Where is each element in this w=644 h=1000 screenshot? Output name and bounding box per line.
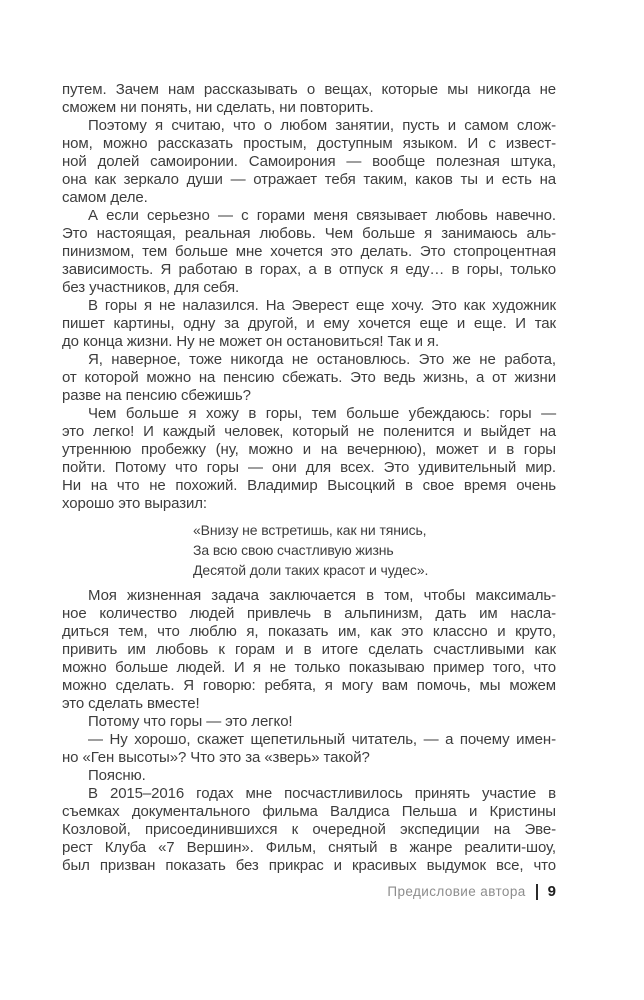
text-line: самом деле. — [62, 189, 148, 206]
page-footer — [62, 883, 556, 900]
text-line: разве на пенсию сбежишь? — [62, 387, 251, 404]
paragraph — [62, 731, 556, 767]
text-line: от которой можно на пенсию сбежать. Это ведь жизнь, а от жизни — [62, 369, 556, 386]
text-line: сможем ни понять, ни сделать, ни повторить. — [62, 99, 374, 116]
paragraph — [62, 785, 556, 875]
page-number: 9 — [547, 883, 556, 900]
text-line: Поясню. — [88, 767, 146, 784]
text-line: Я, наверное, тоже никогда не остановлюсь. Это же не работа, — [88, 351, 556, 368]
text-line: Это настоящая, реальная любовь. Чем больше я занимаюсь аль- — [62, 225, 556, 242]
text-line: ном, можно рассказать простым, доступным языком. И с извест- — [62, 135, 556, 152]
text-line: Чем больше я хожу в горы, тем больше убеждаюсь: горы — — [88, 405, 556, 422]
paragraph — [62, 351, 556, 405]
text-line: привить им любовь к горам и в итоге сделать счастливыми как — [62, 641, 556, 658]
text-line: но «Ген высоты»? Что это за «зверь» такой? — [62, 749, 370, 766]
footer-divider-bar — [536, 884, 538, 900]
text-line: утреннюю пробежку (ну, можно и на вечернюю), может и в горы — [62, 441, 556, 458]
text-line: путем. Зачем нам рассказывать о вещах, которые мы никогда не — [62, 81, 556, 98]
text-line: — Ну хорошо, скажет щепетильный читатель, — а почему имен- — [88, 731, 556, 748]
text-line: В 2015–2016 годах мне посчастливилось принять участие в — [88, 785, 556, 802]
text-line: можно сделать. Я говорю: ребята, я могу вам помочь, мы можем — [62, 677, 556, 694]
text-line: без участников, для себя. — [62, 279, 240, 296]
text-line: Потому что горы — это легко! — [88, 713, 293, 730]
text-line: пишет картины, одну за другой, и ему хочется еще и еще. И так — [62, 315, 556, 332]
text-line: зависимость. Я работаю в горах, а в отпуск я еду… в горы, только — [62, 261, 556, 278]
text-line: съемках документального фильма Валдиса Пельша и Кристины — [62, 803, 556, 820]
text-line: ной долей самоиронии. Самоирония — вообще полезная штука, — [62, 153, 556, 170]
body-paragraphs-top — [62, 81, 556, 513]
paragraph — [62, 767, 556, 785]
text-line: это сделать вместе! — [62, 695, 200, 712]
text-line: рест Клуба «7 Вершин». Фильм, снятый в жанре реалити-шоу, — [62, 839, 556, 856]
text-line: хорошо это выразил: — [62, 495, 207, 512]
text-line: ное количество людей привлечь в альпинизм, дать им насла- — [62, 605, 556, 622]
paragraph — [62, 207, 556, 297]
footer-section-title: Предисловие автора — [387, 884, 526, 899]
paragraph — [62, 405, 556, 513]
text-line: Ни на что не похожий. Владимир Высоцкий в свое время очень — [62, 477, 556, 494]
verse-quote — [193, 520, 556, 580]
text-line: это легко! И каждый человек, который не поленится и выйдет на — [62, 423, 556, 440]
quote-line: Десятой доли таких красот и чудес». — [193, 562, 429, 578]
text-line: Козловой, присоединившихся к очередной экспедиции на Эве- — [62, 821, 556, 838]
page-body — [62, 81, 556, 875]
paragraph — [62, 81, 556, 117]
text-line: Моя жизненная задача заключается в том, чтобы максималь- — [88, 587, 556, 604]
text-line: Поэтому я считаю, что о любом занятии, пусть и самом слож- — [88, 117, 556, 134]
body-paragraphs-bottom — [62, 587, 556, 875]
paragraph — [62, 117, 556, 207]
text-line: В горы я не налазился. На Эверест еще хочу. Это как художник — [88, 297, 556, 314]
text-line: диться тем, что люблю я, показать им, как это классно и круто, — [62, 623, 556, 640]
text-line: был призван показать без прикрас и красивых выдумок все, что — [62, 857, 556, 874]
quote-line: За всю свою счастливую жизнь — [193, 542, 394, 558]
text-line: до конца жизни. Ну не может он остановиться! Так и я. — [62, 333, 440, 350]
text-line: А если серьезно — с горами меня связывает любовь навечно. — [88, 207, 556, 224]
quote-line: «Внизу не встретишь, как ни тянись, — [193, 522, 427, 538]
text-line: пинизмом, тем больше мне хочется это делать. Это стопроцентная — [62, 243, 556, 260]
text-line: пойти. Потому что горы — они для всех. Это удивительный мир. — [62, 459, 556, 476]
paragraph — [62, 713, 556, 731]
paragraph — [62, 297, 556, 351]
paragraph — [62, 587, 556, 713]
text-line: она как зеркало души — отражает тебя таким, каков ты и есть на — [62, 171, 556, 188]
text-line: можно больше людей. И я не только показываю пример того, что — [62, 659, 556, 676]
